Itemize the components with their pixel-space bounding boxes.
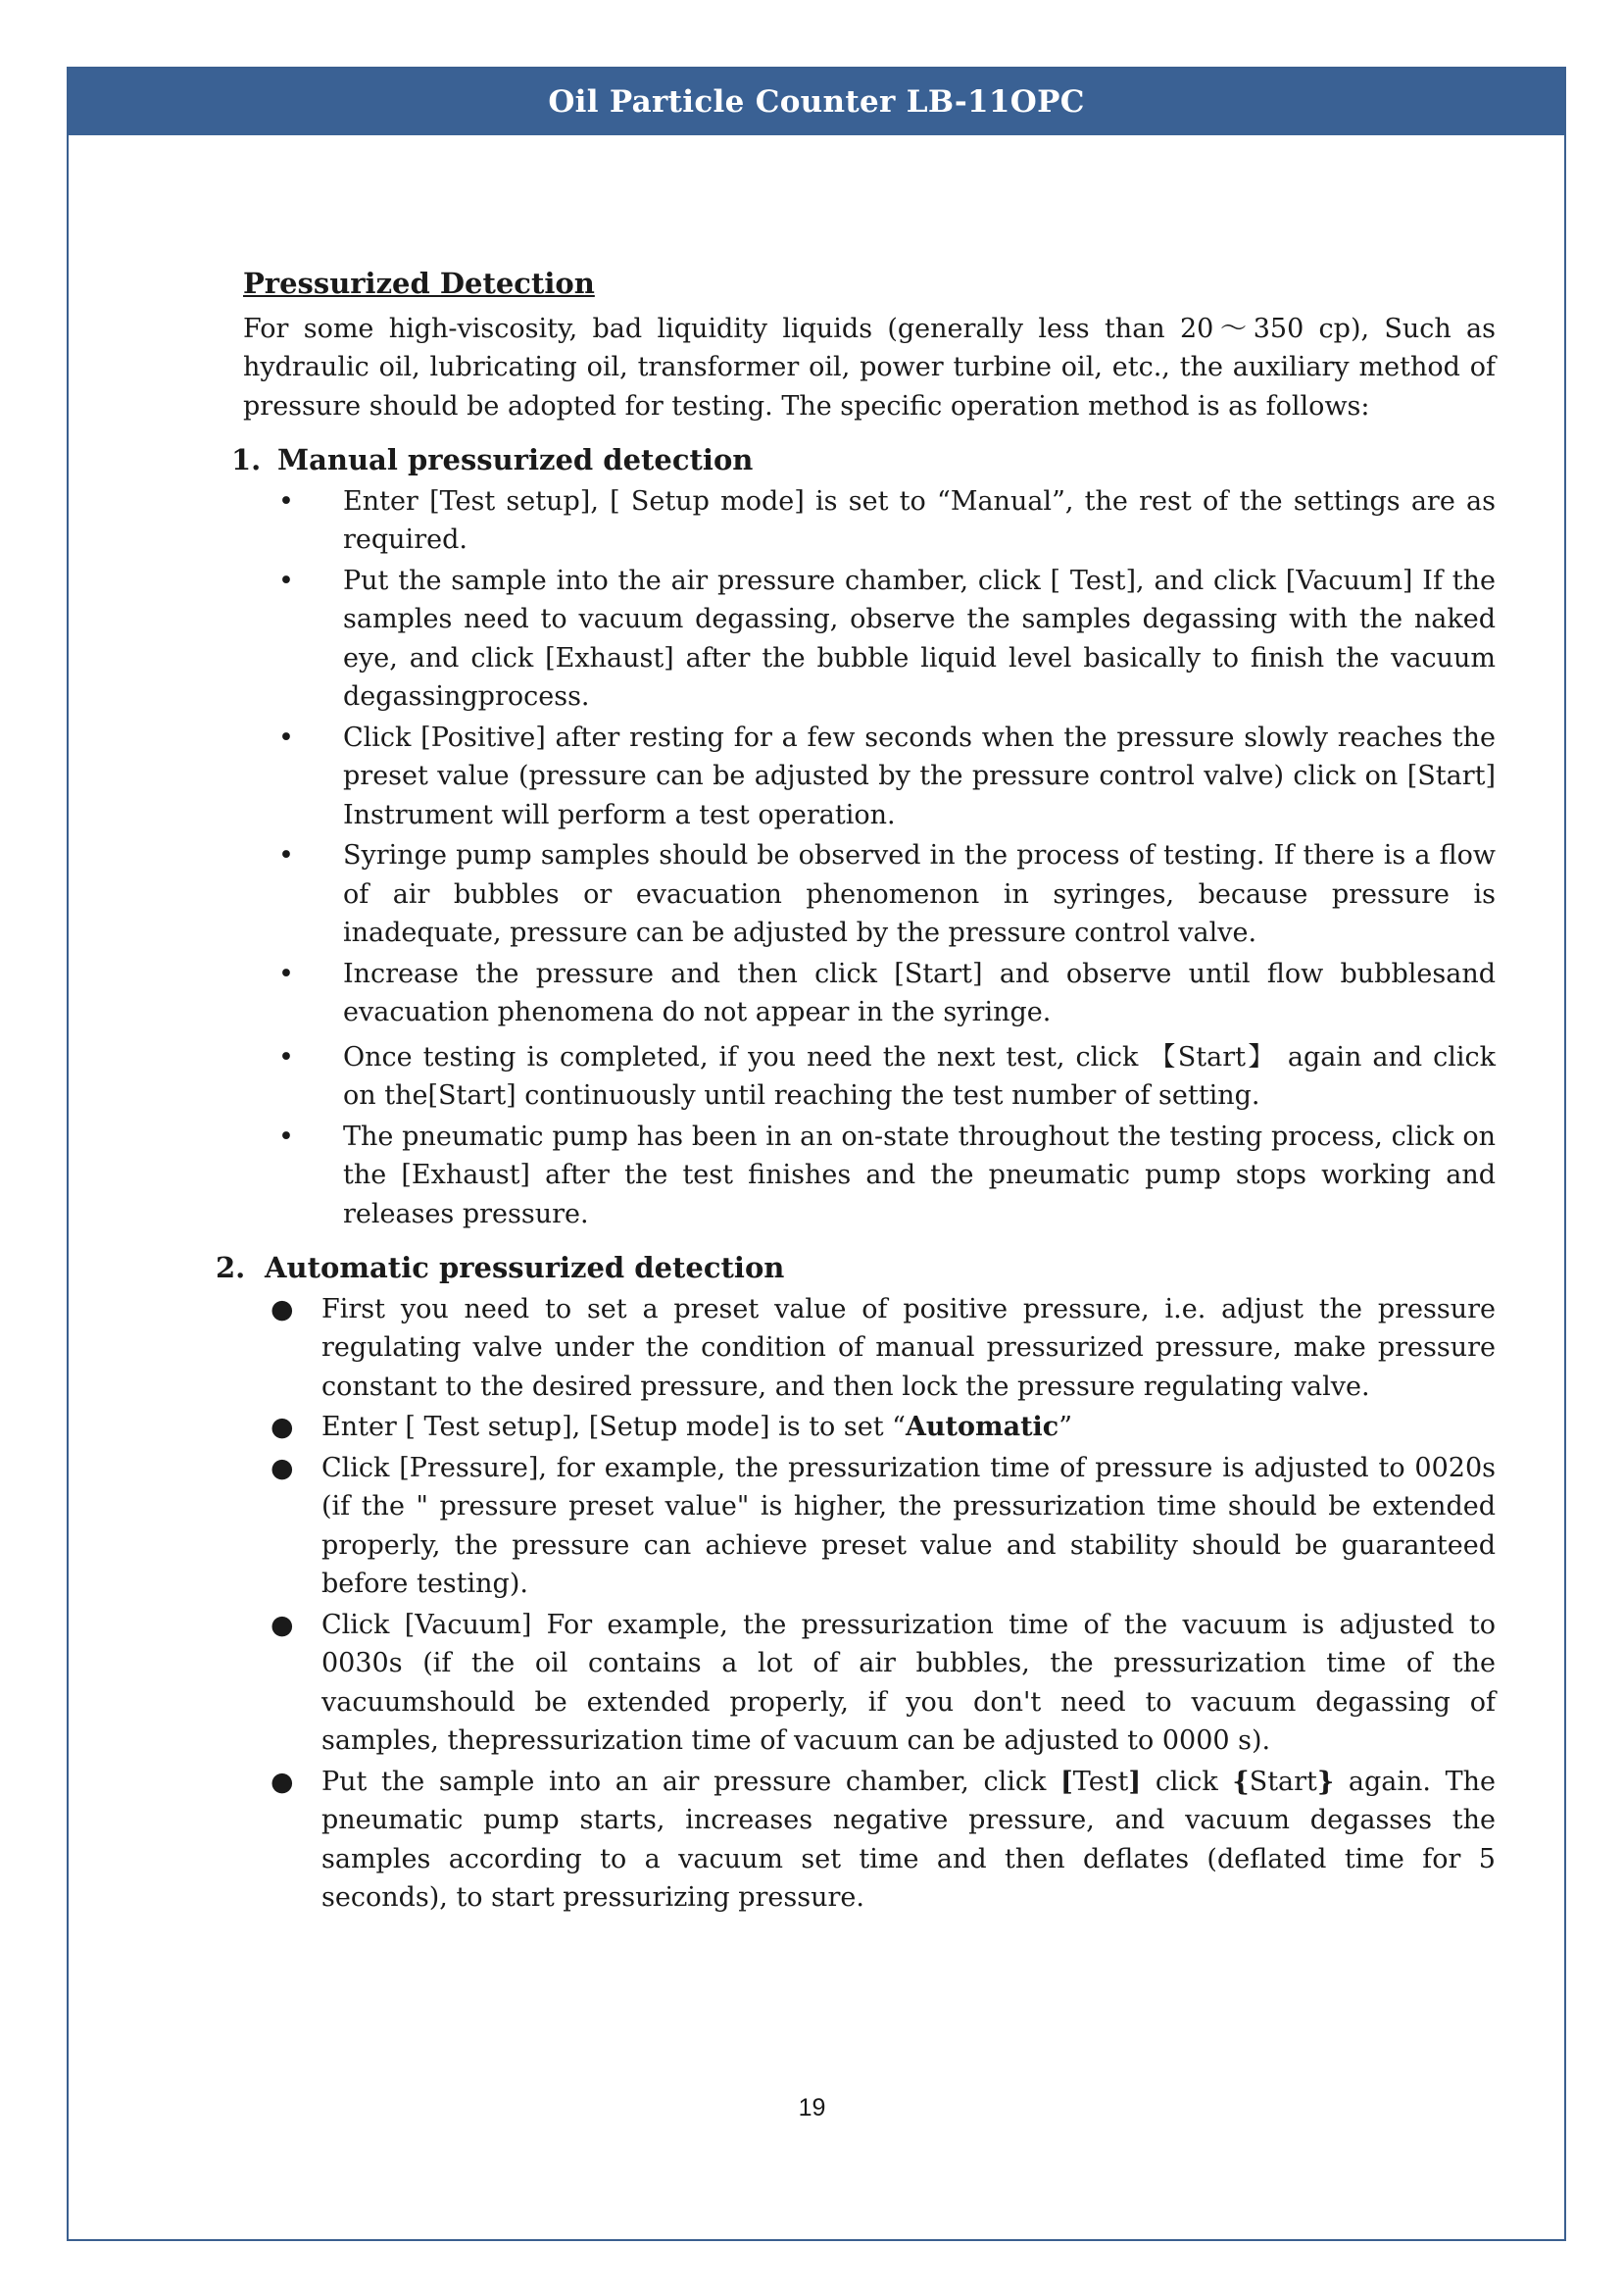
header-bar	[69, 69, 1564, 135]
automatic-bullet-list	[243, 1290, 1496, 1918]
bullet-icon: •	[278, 485, 294, 517]
bullet-icon: ●	[271, 1766, 294, 1797]
manual-bullet-list	[243, 482, 1496, 1234]
list-item: ● Enter [ Test setup], [Setup mode] is to set “Automatic”	[243, 1408, 1496, 1447]
page-number: 19	[798, 2094, 826, 2121]
list-item: • The pneumatic pump has been in an on-state throughout the testing process, click on the [Exhaust] after the test finishes and the pneumatic pump stops working and releases pressure.	[243, 1118, 1496, 1234]
manual-title: Manual pressurized detection	[277, 443, 754, 476]
bullet-icon: •	[278, 840, 294, 871]
list-item: • Once testing is completed, if you need the next test, click 【Start】 again and click on the[Start] continuously until reaching the test number of setting.	[243, 1038, 1496, 1116]
page-content	[216, 265, 1496, 1918]
manual-number: 1.	[231, 443, 262, 476]
bullet-icon: •	[278, 565, 294, 596]
list-item: • Click [Positive] after resting for a few seconds when the pressure slowly reaches the preset value (pressure can be adjusted by the pressure control valve) click on [Start] Instrument will perform a test operation.	[243, 719, 1496, 835]
list-item: ● Put the sample into an air pressure chamber, click [Test] click {Start} again. The pneumatic pump starts, increases negative pressure, and vacuum degasses the samples according to a vacuum set time and then deflates (deflated time for 5 seconds), to start pressurizing pressure.	[243, 1763, 1496, 1918]
list-item: • Enter [Test setup], [ Setup mode] is set to “Manual”, the rest of the settings are as required.	[243, 482, 1496, 560]
bullet-icon: ●	[271, 1412, 294, 1442]
document-title: Oil Particle Counter LB-11OPC	[548, 84, 1085, 120]
bullet-icon: •	[278, 1121, 294, 1152]
bullet-icon: ●	[271, 1452, 294, 1483]
list-item: • Put the sample into the air pressure chamber, click [ Test], and click [Vacuum] If the samples need to vacuum degassing, observe the samples degassing with the naked eye, and click [Exhaust] after the bubble liquid level basically to finish the vacuum degassingprocess.	[243, 562, 1496, 717]
automatic-number: 2.	[216, 1251, 246, 1284]
list-item: ● First you need to set a preset value of positive pressure, i.e. adjust the pressure regulating valve under the condition of manual pressurized pressure, make pressure constant to the desired pressure, and then lock the pressure regulating valve.	[243, 1290, 1496, 1407]
intro-paragraph: For some high-viscosity, bad liquidity liquids (generally less than 20～350 cp), Such as hydraulic oil, lubricating oil, transformer oil, power turbine oil, etc., the auxiliary method of pressure should be adopted for testing. The specific operation method is as follows:	[243, 313, 1496, 422]
bullet-icon: ●	[271, 1609, 294, 1640]
list-item: ● Click [Vacuum] For example, the pressurization time of the vacuum is adjusted to 0030s (if the oil contains a lot of air bubbles, the pressurization time of the vacuumshould be extended properly, if you don't need to vacuum degassing of samples, thepressurization time of vacuum can be adjusted to 0000 s).	[243, 1606, 1496, 1761]
bullet-icon: •	[278, 722, 294, 753]
automatic-title: Automatic pressurized detection	[265, 1251, 785, 1284]
list-item: • Increase the pressure and then click [Start] and observe until flow bubblesand evacuation phenomena do not appear in the syringe.	[243, 955, 1496, 1032]
bullet-icon: ●	[271, 1293, 294, 1324]
list-item: • Syringe pump samples should be observed in the process of testing. If there is a flow of air bubbles or evacuation phenomenon in syringes, because pressure is inadequate, pressure can be adjusted by the pressure control valve.	[243, 836, 1496, 953]
bullet-icon: •	[278, 1041, 294, 1073]
bullet-icon: •	[278, 958, 294, 989]
manual-heading	[231, 441, 1496, 480]
section-heading: Pressurized Detection	[243, 267, 595, 300]
automatic-heading	[216, 1249, 1496, 1288]
list-item: ● Click [Pressure], for example, the pressurization time of pressure is adjusted to 0020s (if the " pressure preset value" is higher, the pressurization time should be extended properly, the pressure can achieve preset value and stability should be guaranteed before testing).	[243, 1449, 1496, 1604]
